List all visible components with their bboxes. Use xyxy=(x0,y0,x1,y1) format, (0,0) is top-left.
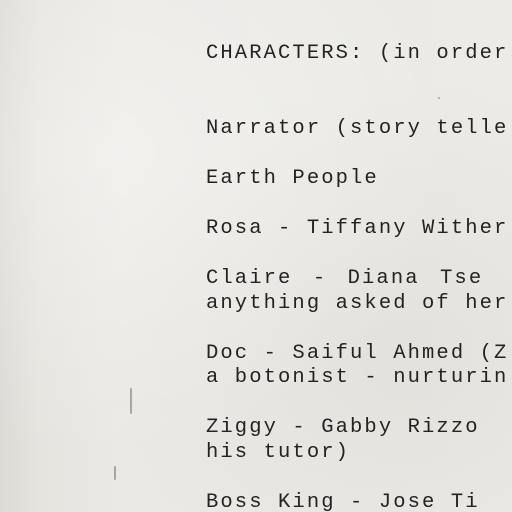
entry-earth-people: Earth People xyxy=(206,167,379,190)
entry-claire: Claire - Diana Tse xyxy=(206,267,484,290)
entry-doc-continued: a botonist - nurturin xyxy=(206,366,509,389)
entry-claire-continued: anything asked of her xyxy=(206,292,509,315)
entry-doc: Doc - Saiful Ahmed (Z xyxy=(206,342,509,365)
entry-ziggy: Ziggy - Gabby Rizzo xyxy=(206,416,480,439)
characters-heading: CHARACTERS: (in order xyxy=(206,42,509,65)
entry-rosa: Rosa - Tiffany Wither xyxy=(206,217,509,240)
entry-narrator: Narrator (story telle xyxy=(206,117,509,140)
paper-mark xyxy=(130,388,132,414)
paper-mark xyxy=(438,97,440,99)
entry-ziggy-continued: his tutor) xyxy=(206,441,351,464)
entry-boss-king: Boss King - Jose Ti xyxy=(206,491,480,512)
paper-mark xyxy=(114,466,116,480)
